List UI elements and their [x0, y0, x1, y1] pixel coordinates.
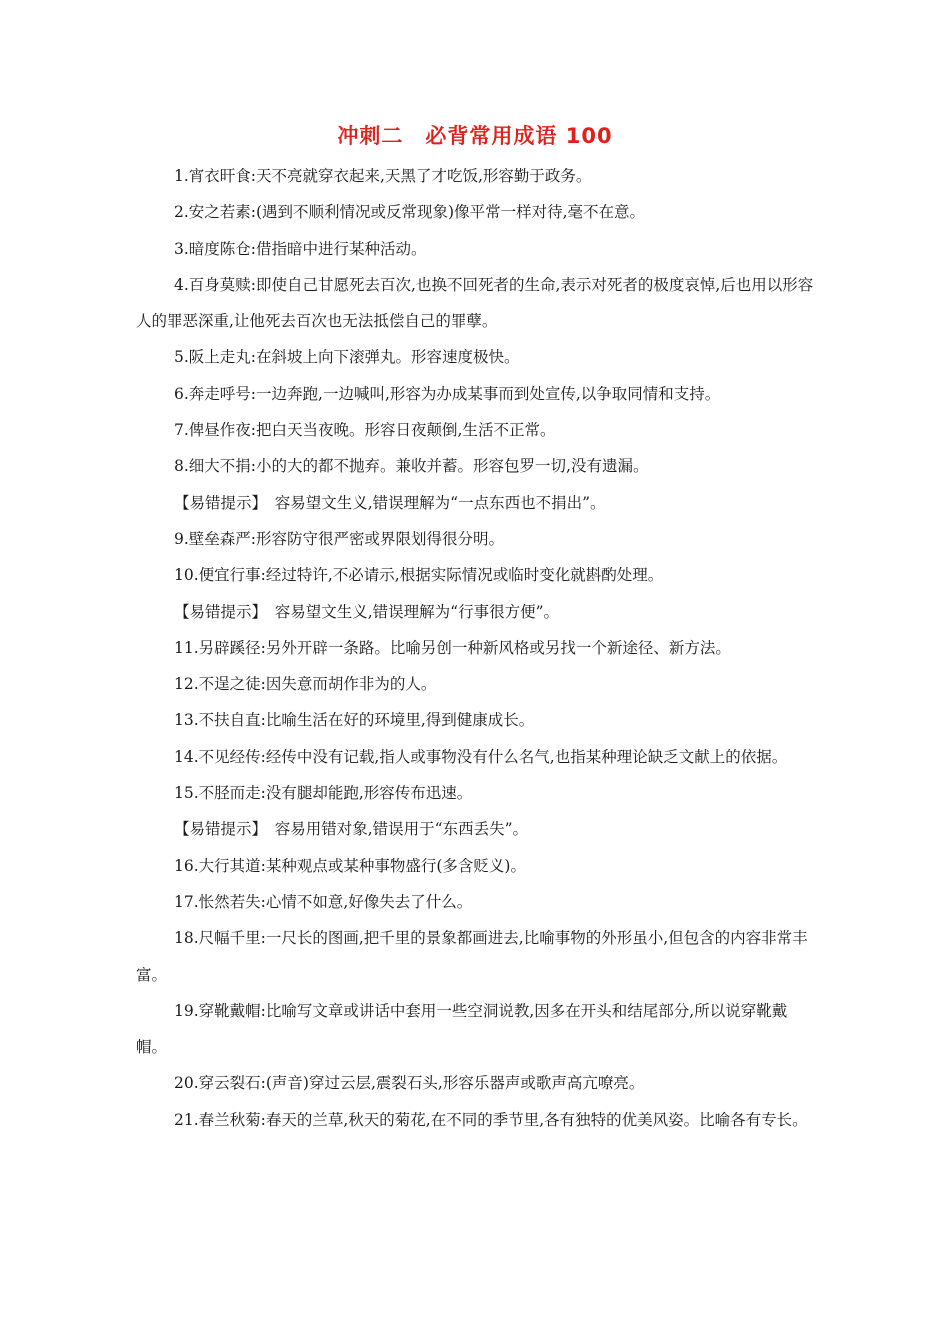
paragraph: 21.春兰秋菊:春天的兰草,秋天的菊花,在不同的季节里,各有独特的优美风姿。比喻各有专长。 — [174, 1110, 808, 1129]
paragraph: 4.百身莫赎:即使自己甘愿死去百次,也换不回死者的生命,表示对死者的极度哀悼,后也用以形容人的罪恶深重,让他死去百次也无法抵偿自己的罪孽。 — [136, 275, 814, 331]
paragraph: 9.壁垒森严:形容防守很严密或界限划得很分明。 — [174, 529, 505, 548]
paragraph: 3.暗度陈仓:借指暗中进行某种活动。 — [174, 239, 427, 258]
paragraph: 7.俾昼作夜:把白天当夜晚。形容日夜颠倒,生活不正常。 — [174, 421, 556, 440]
paragraph: 16.大行其道:某种观点或某种事物盛行(多含贬义)。 — [174, 856, 526, 875]
paragraph: 8.细大不捐:小的大的都不抛弃。兼收并蓄。形容包罗一切,没有遗漏。 — [174, 457, 649, 476]
paragraph: 20.穿云裂石:(声音)穿过云层,震裂石头,形容乐器声或歌声高亢嘹亮。 — [174, 1074, 645, 1093]
paragraph: 6.奔走呼号:一边奔跑,一边喊叫,形容为办成某事而到处宣传,以争取同情和支持。 — [174, 384, 721, 403]
paragraph: 1.宵衣旰食:天不亮就穿衣起来,天黑了才吃饭,形容勤于政务。 — [174, 167, 592, 185]
error-tip: 【易错提示】 容易望文生义,错误理解为“一点东西也不捐出”。 — [174, 493, 606, 512]
paragraph: 2.安之若素:(遇到不顺利情况或反常现象)像平常一样对待,毫不在意。 — [174, 203, 646, 222]
paragraph: 15.不胫而走:没有腿却能跑,形容传布迅速。 — [174, 784, 473, 803]
paragraph: 10.便宜行事:经过特许,不必请示,根据实际情况或临时变化就斟酌处理。 — [174, 566, 664, 585]
paragraph: 14.不见经传:经传中没有记载,指人或事物没有什么名气,也指某种理论缺乏文献上的依据。 — [174, 747, 788, 766]
paragraph: 5.阪上走丸:在斜坡上向下滚弹丸。形容速度极快。 — [174, 348, 520, 367]
error-tip: 【易错提示】 容易望文生义,错误理解为“行事很方便”。 — [174, 602, 560, 621]
paragraph: 19.穿靴戴帽:比喻写文章或讲话中套用一些空洞说教,因多在开头和结尾部分,所以说穿靴戴帽。 — [136, 1001, 788, 1057]
paragraph: 11.另辟蹊径:另外开辟一条路。比喻另创一种新风格或另找一个新途径、新方法。 — [174, 638, 731, 657]
paragraph: 17.怅然若失:心情不如意,好像失去了什么。 — [174, 892, 473, 911]
error-tip: 【易错提示】 容易用错对象,错误用于“东西丢失”。 — [174, 820, 529, 839]
paragraph: 12.不逞之徒:因失意而胡作非为的人。 — [174, 675, 437, 694]
page-title: 冲刺二 必背常用成语 100 — [337, 124, 613, 148]
document-body — [136, 158, 814, 1138]
paragraph: 18.尺幅千里:一尺长的图画,把千里的景象都画进去,比喻事物的外形虽小,但包含的内容非常丰富。 — [136, 929, 808, 984]
paragraph: 13.不扶自直:比喻生活在好的环境里,得到健康成长。 — [174, 711, 535, 730]
